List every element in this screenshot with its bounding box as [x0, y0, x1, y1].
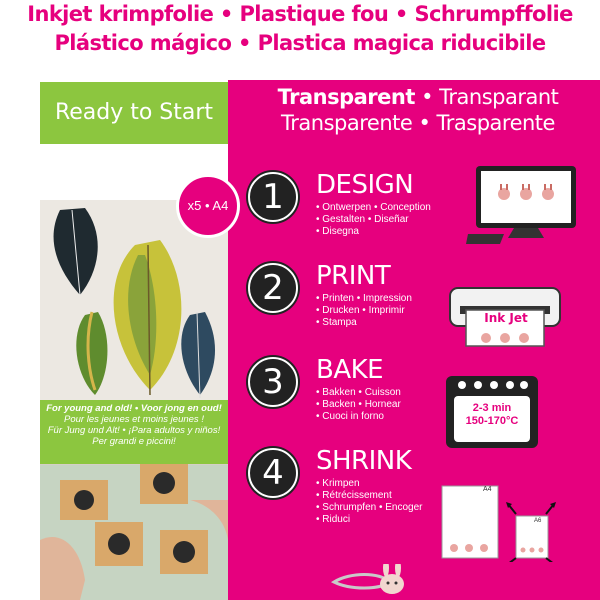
- step-item: • Schrumpfen • Encoger: [316, 502, 423, 513]
- step-item: • Backen • Hornear: [316, 399, 401, 410]
- step-title: SHRINK: [316, 446, 412, 476]
- step-item: • Krimpen: [316, 478, 360, 489]
- step-item: • Cuoci in forno: [316, 411, 384, 422]
- bake-temperature: 150-170°C: [465, 415, 519, 427]
- age-note-line: Für Jung und Alt! • ¡Para adultos y niños!: [47, 425, 221, 436]
- step-item: • Gestalten • Diseñar: [316, 214, 409, 225]
- a4-label: A4: [483, 486, 492, 493]
- step-items: [316, 387, 401, 423]
- age-note-line: Per grandi e piccini!: [92, 436, 176, 447]
- step-item: • Printen • Impression: [316, 293, 412, 304]
- step-item: • Ontwerpen • Conception: [316, 202, 431, 213]
- step-item: • Riduci: [316, 514, 351, 525]
- ready-banner: [40, 82, 228, 144]
- bunny-hairclip-icon: [330, 564, 414, 598]
- panel-gap: [228, 72, 600, 80]
- product-title: [248, 84, 588, 136]
- product-line-2: Transparente • Trasparente: [281, 111, 555, 135]
- step-number: 3: [248, 357, 298, 407]
- transparant-text: • Transparant: [414, 85, 559, 109]
- header-line-2: Plástico mágico • Plastica magica riducibile: [54, 31, 546, 55]
- oven-settings: [456, 402, 528, 428]
- step-item: • Drucken • Imprimir: [316, 305, 405, 316]
- a6-label: A6: [534, 518, 542, 524]
- ready-label: Ready to Start: [54, 100, 214, 125]
- step-item: • Bakken • Cuisson: [316, 387, 401, 398]
- step-number: 2: [248, 263, 298, 313]
- age-note-line: Pour les jeunes et moins jeunes !: [64, 414, 204, 425]
- bake-time: 2-3 min: [472, 402, 512, 414]
- step-number: 4: [248, 448, 298, 498]
- step-items: [316, 293, 412, 329]
- step-item: • Disegna: [316, 226, 359, 237]
- step-title: DESIGN: [316, 170, 414, 200]
- step-title: PRINT: [316, 261, 391, 291]
- shrink-sheets-icon: [440, 482, 590, 562]
- ink-jet-label: Ink Jet: [484, 311, 528, 325]
- age-note-line: For young and old! • Voor jong en oud!: [46, 403, 222, 414]
- step-items: [316, 202, 431, 238]
- step-number: 1: [248, 172, 298, 222]
- step-item: • Rétrécissement: [316, 490, 392, 501]
- step-item: • Stampa: [316, 317, 357, 328]
- computer-icon: [466, 164, 582, 246]
- age-note: [40, 400, 228, 464]
- header-line-1: Inkjet krimpfolie • Plastique fou • Schrumpffolie: [27, 2, 573, 26]
- step-items: [316, 478, 423, 526]
- transparent-bold: Transparent: [277, 85, 415, 109]
- pack-count-badge: x5 • A4: [176, 174, 240, 238]
- step-title: BAKE: [316, 355, 384, 385]
